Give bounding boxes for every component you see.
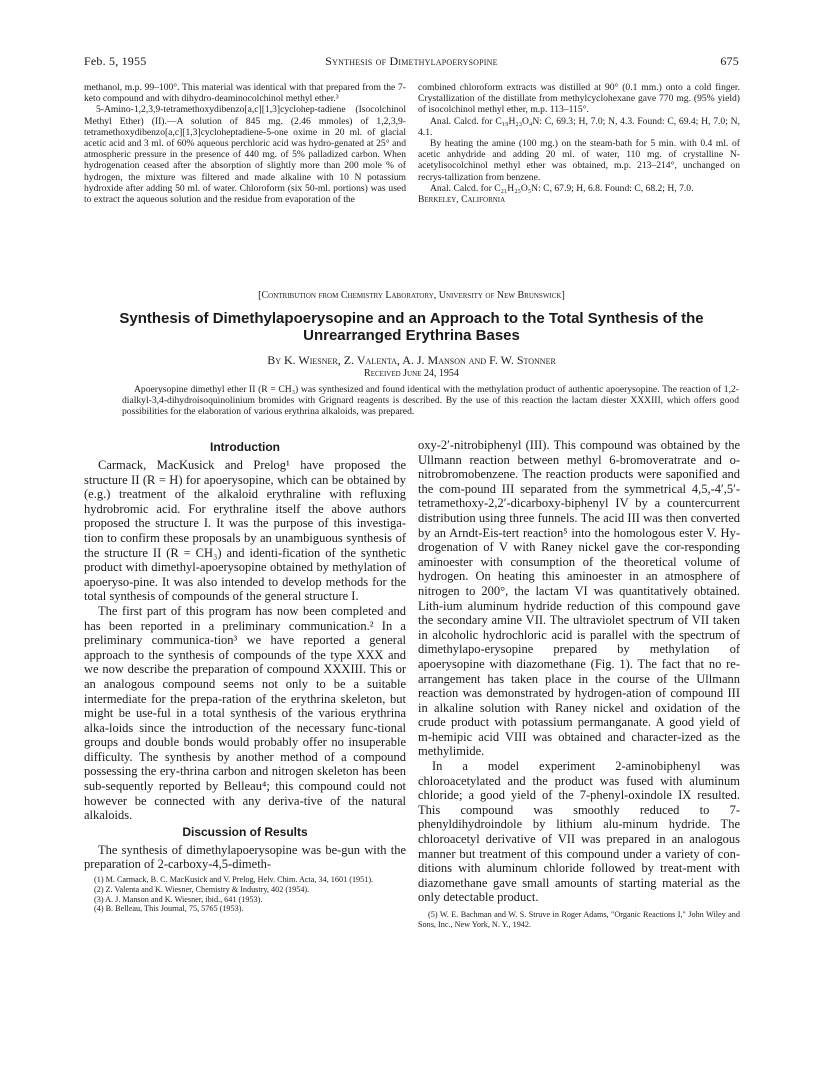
paragraph: The synthesis of dimethylapoerysopine was be-gun with the preparation of 2-carboxy-4,5-dimeth-	[84, 842, 406, 872]
paragraph: methanol, m.p. 99–100°. This material was identical with that prepared from the 7-keto compound and with dihydro-deaminocolchinol methyl ether.³	[84, 82, 406, 105]
paragraph: By heating the amine (100 mg.) on the steam-bath for 5 min. with 0.4 ml. of acetic anhydride and adding 20 ml. of water, 110 mg. of crystalline N-acetylisocolchinol methyl ether was obtained, m.p. 213–214°, unchanged on recrys-tallization from benzene.	[418, 138, 740, 183]
previous-article-left-column	[84, 82, 406, 205]
paragraph: oxy-2′-nitrobiphenyl (III). This compound was obtained by the Ullmann reaction between methyl 6-bromoveratrate and o-nitrobromobenzene. The reaction products were saponified and the com-pound III separated from the symmetrical 4,5,-4′,5′-tetramethoxy-2,2′-dicarboxy-biphenyl IV by a countercurrent distribution using three funnels. The acid III was then converted by an Arndt-Eis-tert reaction⁵ into the homologous ester V. Hy-drogenation of V with Raney nickel gave the cor-responding aminoester with consumption of the theoretical volume of hydrogen. On heating this aminoester in an atmosphere of nitrogen to 200°, the lactam VI was quantitatively obtained. Lith-ium aluminum hydride reduction of this compound gave the secondary amine VII. The ultraviolet spectrum of VII taken in alcoholic hydrochloric acid is parallel with the spectrum of dimethylapo-erysopine prepared by methylation of apoerysopine with diazomethane (Fig. 1). The fact that no re-arrangement has taken place in the course of the Ullmann reaction was demonstrated by hydrogen-ation of compound III in alkaline solution with Raney nickel and oxidation of the crude product with potassium permanganate. A good yield of m-hemipic acid VIII was obtained and character-ized as the methylimide.	[418, 438, 740, 759]
paragraph: Carmack, MacKusick and Prelog¹ have proposed the structure II (R = H) for apoerysopine, which can be obtained by (e.g.) treatment of the alkaloid erythraline with refluxing hydrobromic acid. For erythraline itself the above authors proposed the structure I. It was the purpose of this investiga-tion to confirm these proposals by an unambiguous synthesis of the structure II (R = CH₃) and identi-fication of the synthetic product with dimethyl-apoerysopine obtained by methylation of apoeryso-pine. It was also intended to develop methods for the total synthesis of compounds of the general structure I.	[84, 458, 406, 604]
page-number: 675	[720, 54, 739, 68]
abstract: Apoerysopine dimethyl ether II (R = CH₃) was synthesized and found identical with the methylation product of authentic apoerysopine. The reaction of 1,2-dialkyl-3,4-dihydroisoquinolinium bromides with Grignard reagents is described. By the use of this reaction the lactam diester XXXIII, which offers good possibilities for the elaboration of various erythrina alkaloids, was prepared.	[122, 384, 739, 417]
article-title: Synthesis of Dimethylapoerysopine and an Approach to the Total Synthesis of the Unrearranged Erythrina Bases	[119, 310, 704, 344]
body-right-column	[418, 438, 740, 930]
running-head	[84, 54, 739, 72]
analysis-line: Anal. Calcd. for C₂₁H₂₅O₅N: C, 67.9; H, 6.8. Found: C, 68.2; H, 7.0.	[430, 182, 694, 194]
body-left-column	[84, 438, 406, 914]
paragraph: In a model experiment 2-aminobiphenyl was chloroacetylated and the product was fused with aluminum chloride; a good yield of the 7-phenyl-oxindole IX resulted. This compound was smoothly reduced to 7-phenyldihydroindole by lithium alu-minum hydride. The chloroacetyl derivative of VII was prepared in an analogous manner but treatment of this compound under a variety of con-ditions with aluminum chloride followed by treat-ment with diazomethane gave small amounts of starting material as the only detectable product.	[418, 759, 740, 905]
received-date: Received June 24, 1954	[364, 368, 459, 379]
footnote: (3) A. J. Manson and K. Wiesner, ibid., 641 (1953).	[94, 894, 263, 904]
contribution-line: [Contribution from Chemistry Laboratory, University of New Brunswick]	[258, 290, 565, 301]
analysis-line: Anal. Calcd. for C₁₉H₂₃O₄N: C, 69.3; H, 7.0; N, 4.3. Found: C, 69.4; H, 7.0; N, 4.1.	[418, 115, 740, 138]
footnote: (4) B. Belleau, This Journal, 75, 5765 (1953).	[94, 904, 244, 914]
footnotes	[84, 875, 406, 914]
issue-date: Feb. 5, 1955	[84, 54, 147, 68]
section-heading-introduction: Introduction	[210, 440, 280, 454]
footnote: (2) Z. Valenta and K. Wiesner, Chemistry & Industry, 402 (1954).	[94, 884, 310, 894]
running-title: Synthesis of Dimethylapoerysopine	[325, 54, 498, 68]
authors-line: By K. Wiesner, Z. Valenta, A. J. Manson and F. W. Stonner	[267, 353, 556, 367]
previous-article-right-column	[418, 82, 740, 205]
footnote: (1) M. Carmack, B. C. MacKusick and V. Prelog, Helv. Chim. Acta, 34, 1601 (1951).	[94, 875, 374, 885]
paragraph: The first part of this program has now been completed and has been reported in a preliminary communication.² In a preliminary communica-tion³ we have reported a general approach to the synthesis of compounds of the type XXX and we now describe the preparation of compound XXXIII. This or an analogous compound seems not only to be a suitable intermediate for the prepa-ration of the erythrina skeleton, but might be use-ful in a total synthesis of the various erythrina alka-loids since the introduction of the necessary func-tional groups and double bonds would probably offer no insuperable difficulty. The synthesis by another method of a compound possessing the ery-thrina carbon and nitrogen skeleton has been sub-sequently reported by Belleau⁴; this compound could not however be connected with any deriva-tive of the natural alkaloids.	[84, 603, 406, 823]
paragraph: 5-Amino-1,2,3,9-tetramethoxydibenzo[a,c][1,3]cyclohep-tadiene (Isocolchinol Methyl Ether) (II).—A solution of 845 mg. (2.46 mmoles) of 1,2,3,9-tetramethoxydibenzo[a,c][1,3]cycloheptadiene-5-one oxime in 20 ml. of glacial acetic acid and 3 ml. of 60% aqueous perchloric acid was hydro-genated at 25° and atmospheric pressure in the presence of 440 mg. of 5% palladized carbon. When hydrogenation ceased after the absorption of slightly more than 200 mole % of hydrogen, the mixture was filtered and made alkaline with 10 N potassium hydroxide after adding 50 ml. of water. Chloroform (six 50-ml. portions) was used to extract the aqueous solution and the residue from evaporation of the	[84, 104, 406, 206]
section-heading-discussion: Discussion of Results	[182, 824, 308, 839]
affiliation-location: Berkeley, California	[418, 194, 506, 206]
paragraph: combined chloroform extracts was distilled at 90° (0.1 mm.) onto a cold finger. Crystallization of the distillate from methylcyclohexane gave 770 mg. (95% yield) of isocolchinol methyl ether, m.p. 113–115°.	[418, 82, 740, 116]
footnote: (5) W. E. Bachman and W. S. Struve in Roger Adams, "Organic Reactions I," John Wiley and Sons, Inc., New York, N. Y., 1942.	[418, 910, 740, 929]
